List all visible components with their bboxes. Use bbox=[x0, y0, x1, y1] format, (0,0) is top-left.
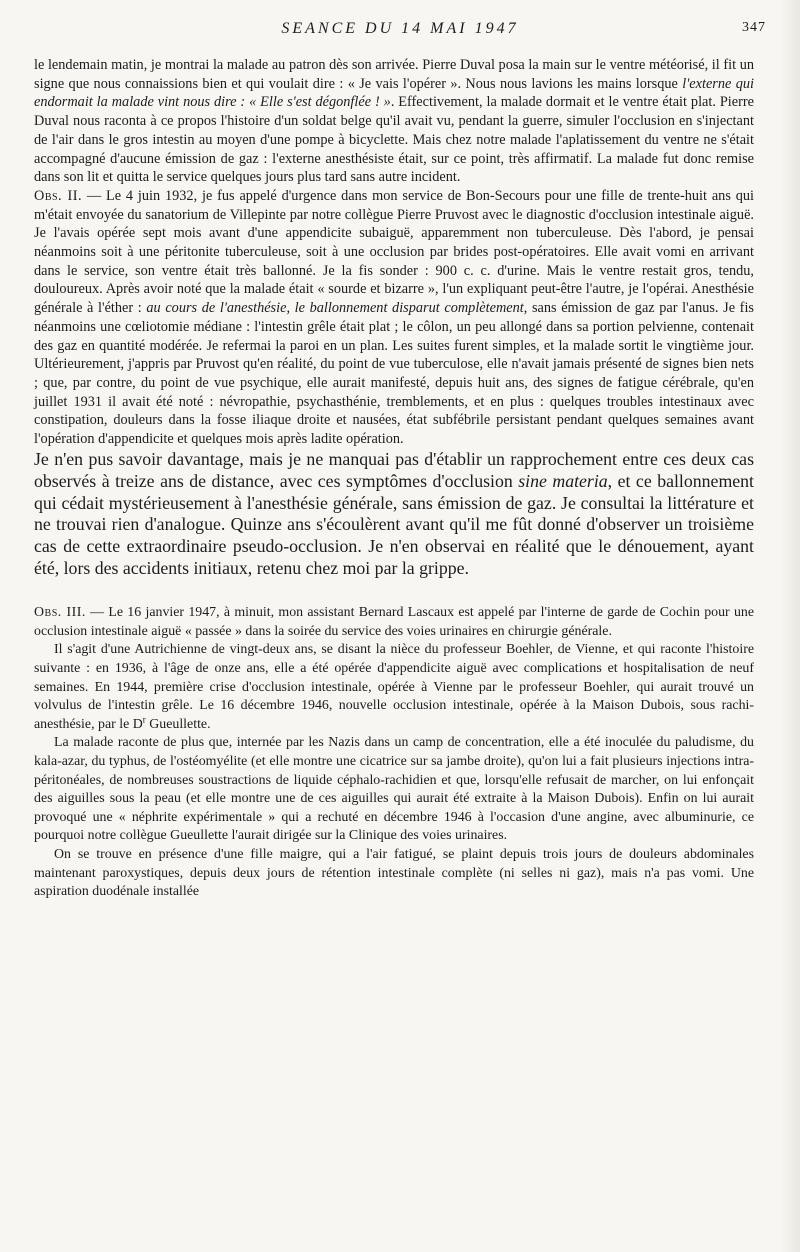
obs3-paragraph-2 bbox=[34, 641, 754, 734]
paragraph-commentary bbox=[34, 449, 754, 580]
obs3-p1-text: — Le 16 janvier 1947, à minuit, mon assistant Bernard Lascaux est appelé par l'interne de garde de Cochin pour une occlusion intestinale aiguë « passée » dans la soirée du service des voies urinaires en chirurgie générale. bbox=[34, 605, 755, 639]
obs2-text-a: — Le 4 juin 1932, je fus appelé d'urgence dans mon service de Bon-Secours pour une fille de trente-huit ans qui m'était envoyée du sanatorium de Villepinte par notre collègue Pierre Pruvost avec le diagnostic d'occlusion intestinale aiguë. Je l'avais opérée sept mois avant d'une appendicite subaiguë, apparemment non tuberculeuse. Dès l'abord, je pensai néanmoins soit à une péritonite tuberculeuse, soit à une occlusion par brides post-opératoires. Elle avait vomi en arrivant dans le service, son ventre était très ballonné. Je la fis sonder : 900 c. c. d'urine. Mais le ventre restait gros, tendu, douloureux. Après avoir noté que la malade était « sourde et bizarre », l'un expliquant peut-être l'autre, je l'opérai. Anesthésie générale à l'éther : bbox=[34, 187, 754, 317]
obs3-p2-text-b: Gueullette. bbox=[145, 716, 211, 732]
observation-three-label: Obs. III. bbox=[34, 605, 86, 621]
page-number: 347 bbox=[742, 20, 766, 35]
obs3-p2-superscript: r bbox=[142, 714, 146, 725]
obs3-paragraph-4: On se trouve en présence d'une fille maigre, qui a l'air fatigué, se plaint depuis trois jours de douleurs abdominales maintenant paroxystiques, depuis deux jours de rétention intestinale complète (ni selles ni gaz), mais n'a pas vomi. Une aspiration duodénale installée bbox=[34, 846, 754, 900]
obs3-p2-text-a: Il s'agit d'une Autrichienne de vingt-deux ans, se disant la nièce du professeur Boehler, de Vienne, et qui raconte l'histoire suivante : en 1936, à l'âge de onze ans, elle a été opérée d'appendicite aiguë avec complications et hospitalisation de neuf semaines. En 1944, première crise d'occlusion intestinale, opérée à Vienne par le professeur Boehler, qui aurait trouvé un volvulus de l'intestin grêle. Le 16 décembre 1946, nouvelle occlusion intestinale, opérée à la Maison Dubois, sous rachi-anesthésie, par le D bbox=[34, 642, 754, 732]
page-edge-shadow bbox=[780, 0, 800, 1252]
commentary-text-a: Je n'en pus savoir davantage, mais je ne manquai pas d'établir un rapprochement entre ces deux cas observés à treize ans de distance, avec ces symptômes d'occlusion bbox=[34, 448, 754, 491]
obs2-text-b: , sans émission de gaz par l'anus. Je fis néanmoins une cœliotomie médiane : l'intestin grêle était plat ; le côlon, un peu allongé dans sa portion pelvienne, contenait des gaz en quantité modérée. Je refermai la paroi en un plan. Les suites furent simples, et la malade sortit le vingtième jour. Ultérieurement, j'appris par Pruvost qu'en réalité, du point de vue tuberculose, elle n'avait jamais présenté de signes bien nets ; que, par contre, du point de vue psychique, elle aurait manifesté, depuis huit ans, des signes de fatigue cérébrale, qu'en juillet 1931 il avait été noté : névropathie, psychasthénie, tremblements, et en plus : quelques troubles intestinaux avec constipation, douleurs dans la fosse iliaque droite et nausées, état subfébrile persistant pendant quelques semaines avant l'opération d'appendicite et quelques mois après ladite opération. bbox=[34, 300, 754, 448]
body-text bbox=[34, 56, 754, 902]
para1-text-b: . Effectivement, la malade dormait et le ventre était plat. Pierre Duval nous raconta à ce propos l'histoire d'un soldat belge qu'il avait vu, pendant la guerre, simuler l'occlusion en s'injectant de l'air dans le gros intestin au moyen d'une pompe à bicyclette. Mais chez notre malade l'aplatissement du ventre ne s'était accompagné d'aucune émission de gaz : l'externe anesthésiste était, sur ce point, très affirmatif. La malade fut donc remise dans son lit et quitta le service quelques jours plus tard sans autre incident. bbox=[34, 94, 754, 186]
para1-emphasis: l'externe qui endormait la malade vint nous dire : « Elle s'est dégonflée ! » bbox=[34, 75, 754, 111]
paragraph-case-one-end bbox=[34, 56, 754, 187]
commentary-text-b: , et ce ballonnement qui cédait mystérieusement à l'anesthésie générale, sans émission de gaz. Je consultai la littérature et ne trouvai rien d'analogue. Quinze ans s'écoulèrent avant qu'il me fût donné d'observer un troisième cas de cette extraordinaire pseudo-occlusion. Je n'en observai en réalité que le dénouement, ayant été, lors des accidents initiaux, retenu chez moi par la grippe. bbox=[34, 470, 754, 579]
paragraph-observation-two bbox=[34, 187, 754, 449]
para1-text-a: le lendemain matin, je montrai la malade au patron dès son arrivée. Pierre Duval posa la main sur le ventre météorisé, il fit un signe que nous connaissions bien et qui voulait dire : « Je vais l'opérer ». Nous nous lavions les mains lorsque bbox=[34, 57, 754, 92]
obs3-paragraph-3: La malade raconte de plus que, internée par les Nazis dans un camp de concentration, elle a été inoculée du paludisme, du kala-azar, du typhus, de l'ostéomyélite (et elle montre une cicatrice sur sa jambe droite), qu'on lui a fait plusieurs injections intra-péritonéales, de nombreuses soustractions de liquide céphalo-rachidien et que, lorsqu'elle refusait de marcher, on lui enfonçait des aiguilles sous la peau (et elle montre une de ces aiguilles qui aurait été extraite à la Maison Dubois). Enfin on lui aurait provoqué une « néphrite expérimentale » qui a rechuté en décembre 1946 à l'occasion d'une angine, avec albuminurie, ce pourquoi notre collègue Gueullette l'aurait dirigée sur la Clinique des voies urinaires. bbox=[34, 735, 754, 844]
running-head: SEANCE DU 14 MAI 1947 bbox=[281, 20, 519, 37]
observation-three bbox=[34, 604, 754, 902]
observation-two-label: Obs. II. bbox=[34, 187, 83, 204]
page-header bbox=[34, 20, 766, 42]
obs2-emphasis: au cours de l'anesthésie, le ballonnement disparut complètement bbox=[146, 300, 524, 317]
commentary-emphasis: sine materia bbox=[518, 470, 608, 491]
obs3-paragraph-1 bbox=[34, 604, 754, 641]
